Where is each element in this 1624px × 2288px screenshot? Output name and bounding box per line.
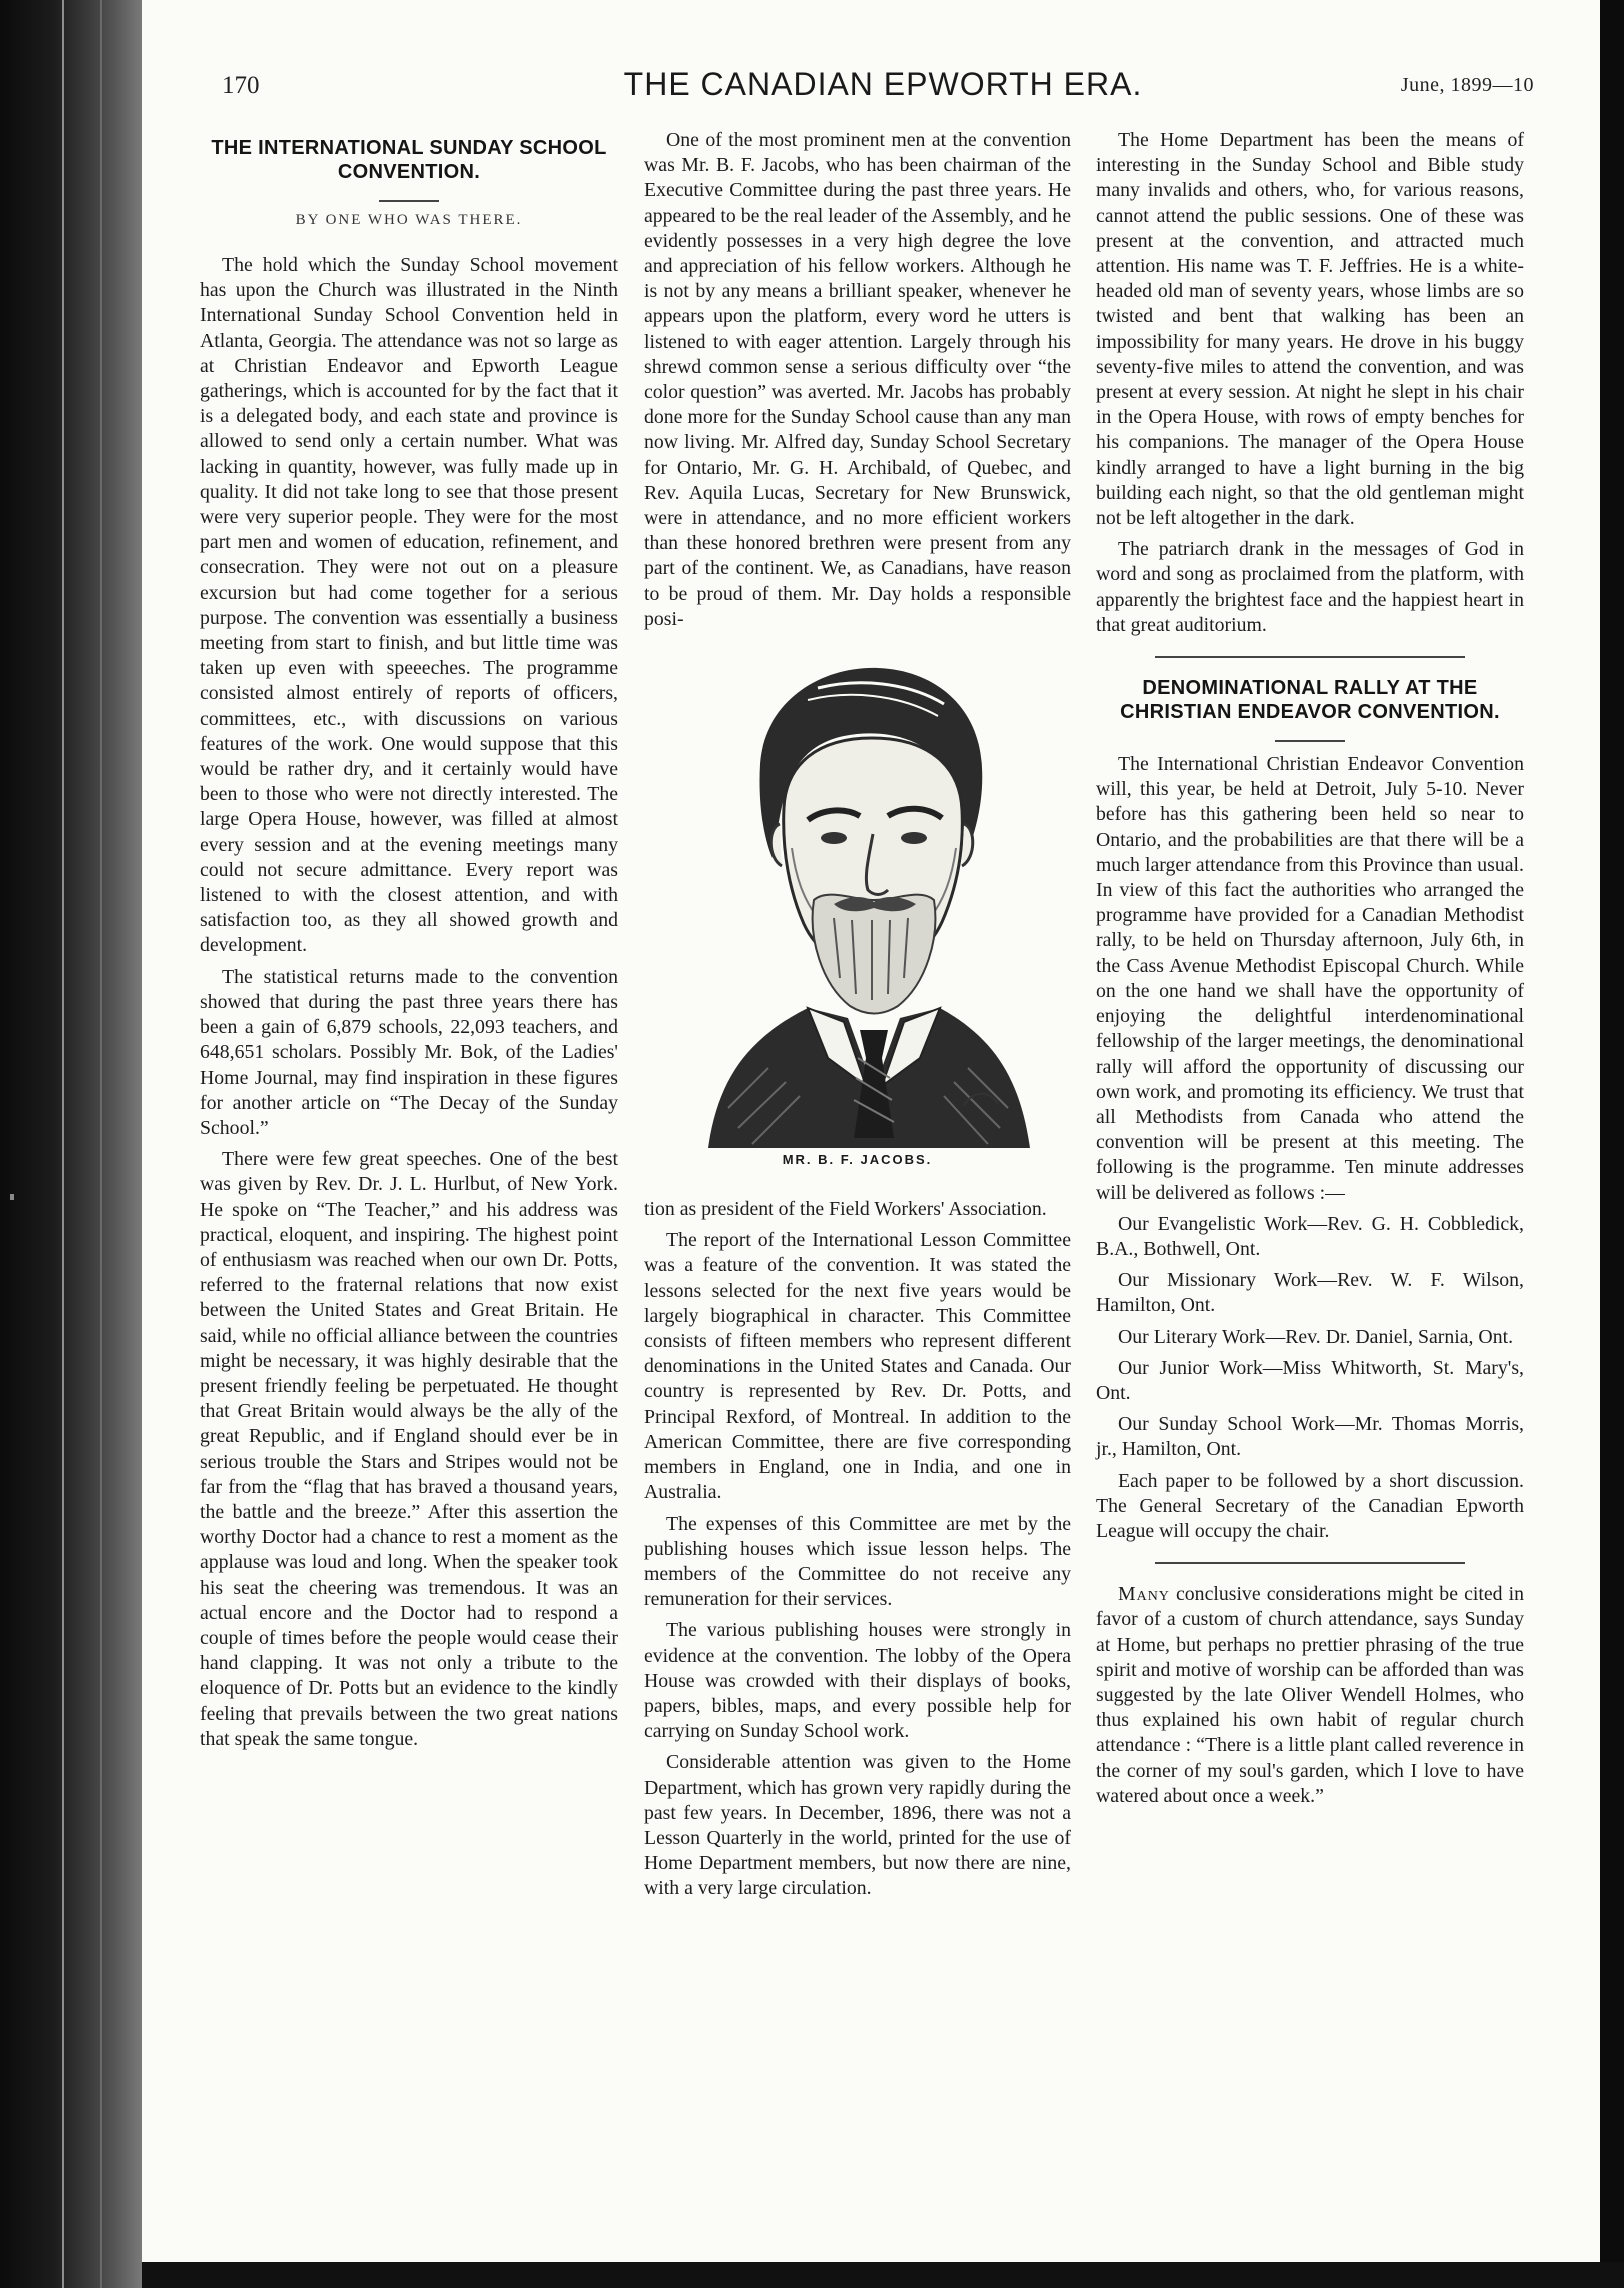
article-title-sunday-school: THE INTERNATIONAL SUNDAY SCHOOL CONVENTION. xyxy=(211,137,607,183)
newspaper-page xyxy=(142,0,1624,2288)
paragraph: The Home Department has been the means of interesting in the Sunday School and Bible study many invalids and others, who, for various reasons, cannot attend the public sessions. One of these was present at the convention, and attracted much attention. His name was T. F. Jeffries. He is a white-headed old man of seventy years, whose limbs are so twisted and bent that walking has been an impossibility for many years. He drove in his buggy seventy-five miles to attend the convention, and was present at every session. At night he slept in his chair in the Opera House, with rows of empty benches for his companions. The manager of the Opera House kindly arranged to have a light burning in the big building each night, so that the old gentleman might not be left altogether in the dark. xyxy=(1096,129,1524,530)
portrait-caption: MR. B. F. JACOBS. xyxy=(782,1152,933,1168)
margin-mark xyxy=(10,1194,14,1200)
programme-item: Our Sunday School Work—Mr. Thomas Morris, jr., Hamilton, Ont. xyxy=(1096,1413,1524,1461)
paragraph-church-attendance xyxy=(1096,1582,1524,1809)
divider xyxy=(379,200,439,202)
paragraph: The report of the International Lesson Committee was a feature of the convention. It was stated the lessons selected for the next five years would be largely biographical in character. This Committee consists of fifteen members who represent different denominations in the United States and Canada. Our country is represented by Rev. Dr. Potts, and Principal Rexford, of Montreal. In addition to the American Committee, there are five corresponding members in England, one in India, and one in Australia. xyxy=(644,1229,1071,1504)
programme-item: Our Junior Work—Miss Whitworth, St. Mary's, Ont. xyxy=(1096,1356,1524,1404)
column-2 xyxy=(644,128,1071,1908)
paragraph: tion as president of the Field Workers' Association. xyxy=(644,1198,1047,1221)
column-3 xyxy=(1096,128,1524,1815)
portrait-illustration xyxy=(668,638,1048,1148)
page-header xyxy=(142,64,1624,108)
portrait-beard xyxy=(812,895,935,1014)
paragraph: The hold which the Sunday School movement has upon the Church was illustrated in the Ninth International Sunday School Convention held in Atlanta, Georgia. The attendance was not so large as at Christian Endeavor and Epworth League gatherings, which is accounted for by the fact that it is a delegated body, and each state and province is allowed to send only a certain number. What was lacking in quantity, however, was fully made up in quality. It did not take long to see that those present were very superior people. They were for the most part men and women of education, refinement, and consecration. They were not out on a pleasure excursion but had come together for a serious purpose. The convention was essentially a business meeting from start to finish, and but little time was taken up even with speeeches. The programme consisted almost entirely of reports of officers, committees, etc., with discussions on various features of the work. One would suppose that this would be rather dry, and it certainly would have been to those who were not directly interested. The large Opera House, however, was filled at almost every session and at the evening meetings many could not secure admittance. Every report was listened to with the closest attention, and with satisfaction too, as they all showed growth and development. xyxy=(200,254,618,957)
page-number: 170 xyxy=(222,72,260,99)
paragraph: Each paper to be followed by a short discussion. The General Secretary of the Canadian Epworth League will occupy the chair. xyxy=(1096,1469,1524,1542)
programme-item: Our Missionary Work—Rev. W. F. Wilson, Hamilton, Ont. xyxy=(1096,1269,1524,1317)
article-byline: BY ONE WHO WAS THERE. xyxy=(295,212,523,228)
book-spine xyxy=(0,0,142,2288)
paragraph: There were few great speeches. One of the best was given by Rev. Dr. J. L. Hurlbut, of New York. He spoke on “The Teacher,” and his address was practical, eloquent, and inspiring. The highest point of enthusiasm was reached when our own Dr. Potts, referred to the fraternal relations that now exist between the United States and Great Britain. He said, while no official alliance between the countries might be necessary, it was highly desirable that the present friendly feeling be perpetuated. He thought that Great Britain would always be the ally of the great Republic, and if England should ever be in serious trouble the Stars and Stripes would not be far from the “flag that has braved a thousand years, the battle and the breeze.” After this assertion the worthy Doctor had a chance to rest a moment as the applause was loud and long. When the speaker took his seat the cheering was tremendous. It was an actual encore and the Doctor had to respond a couple of times before the people would cease their hand clapping. It was not only a tribute to the eloquence of Dr. Potts but an evidence to the kindly feeling that prevails between the two great nations that speak the same tongue. xyxy=(200,1148,618,1750)
page-edge-bottom xyxy=(142,2262,1624,2288)
paragraph: Considerable attention was given to the Home Department, which has grown very rapidly during the past few years. In December, 1896, there was not a Lesson Quarterly in the world, printed for the use of Home Department members, but now there are nine, with a very large circulation. xyxy=(644,1751,1071,1900)
section-divider xyxy=(1155,656,1465,658)
paragraph: The International Christian Endeavor Convention will, this year, be held at Detroit, July 5-10. Never before has this gathering been held so near to Ontario, and the probabilities are that there will be a much larger attendance from this Province than usual. In view of this fact the authorities who arranged the programme have provided for a Canadian Methodist rally, to be held on Thursday afternoon, July 6th, in the Cass Avenue Methodist Episcopal Church. While on the one hand we shall have the opportunity of enjoying the delightful interdenominational fellowship of the larger meetings, the denominational rally will afford the opportunity of discussing our own work, and promoting its efficiency. We trust that all Methodists from Canada who attend the convention will be present at this meeting. The following is the programme. Ten minute addresses will be delivered as follows :— xyxy=(1096,753,1524,1204)
divider xyxy=(1275,740,1345,742)
paragraph: The statistical returns made to the convention showed that during the past three years there has been a gain of 6,879 schools, 22,093 teachers, and 648,651 scholars. Possibly Mr. Bok, of the Ladies' Home Journal, may find inspiration in these figures for another article on “The Decay of the Sunday School.” xyxy=(200,965,618,1139)
lead-word: Many xyxy=(1118,1583,1170,1606)
programme-item: Our Evangelistic Work—Rev. G. H. Cobbledick, B.A., Bothwell, Ont. xyxy=(1096,1212,1524,1260)
article-title-denominational-rally: DENOMINATIONAL RALLY AT THE CHRISTIAN ENDEAVOR CONVENTION. xyxy=(1120,677,1500,724)
paragraph: The patriarch drank in the messages of God in word and song as proclaimed from the platform, with apparently the brightest face and the happiest heart in that great auditorium. xyxy=(1096,538,1524,636)
masthead: THE CANADIAN EPWORTH ERA. xyxy=(623,66,1143,102)
section-divider xyxy=(1155,1562,1465,1564)
programme-item: Our Literary Work—Rev. Dr. Daniel, Sarnia, Ont. xyxy=(1118,1325,1514,1348)
column-1 xyxy=(200,128,618,1758)
spine-line xyxy=(100,0,102,2288)
paragraph: The expenses of this Committee are met by the publishing houses which issue lesson helps. The members of the Committee do not receive any remuneration for their services. xyxy=(644,1512,1071,1611)
paragraph-body: conclusive considerations might be cited in favor of a custom of church attendance, says Sunday at Home, but perhaps no prettier phrasing of the true spirit and motive of worship can be afforded than was suggested by the late Oliver Wendell Holmes, who thus explained his own habit of regular church attendance : “There is a little plant called reverence in the corner of my soul's garden, which I love to have watered about once a week.” xyxy=(1096,1583,1524,1807)
spine-line xyxy=(62,0,64,2288)
paragraph: One of the most prominent men at the convention was Mr. B. F. Jacobs, who has been chairman of the Executive Committee during the past three years. He appeared to be the real leader of the Assembly, and he evidently possesses in a very high degree the love and appreciation of his fellow workers. Although he is not by any means a brilliant speaker, whenever he appears upon the platform, every word he utters is listened to with eager attention. Largely through his shrewd common sense a serious difficulty over “the color question” was averted. Mr. Jacobs has probably done more for the Sunday School cause than any man now living. Mr. Alfred day, Sunday School Secretary for Ontario, Mr. G. H. Archibald, of Quebec, and Rev. Aquila Lucas, Secretary for New Brunswick, were in attendance, and no more efficient workers than these honored brethren were present from any part of the continent. We, as Canadians, have reason to be proud of them. Mr. Day holds a responsible posi- xyxy=(644,129,1071,630)
issue-date: June, 1899—10 xyxy=(1400,74,1534,96)
paragraph: The various publishing houses were strongly in evidence at the convention. The lobby of the Opera House was crowded with their displays of books, papers, bibles, maps, and every possible help for carrying on Sunday School work. xyxy=(644,1619,1071,1743)
page-edge-right xyxy=(1600,0,1624,2288)
